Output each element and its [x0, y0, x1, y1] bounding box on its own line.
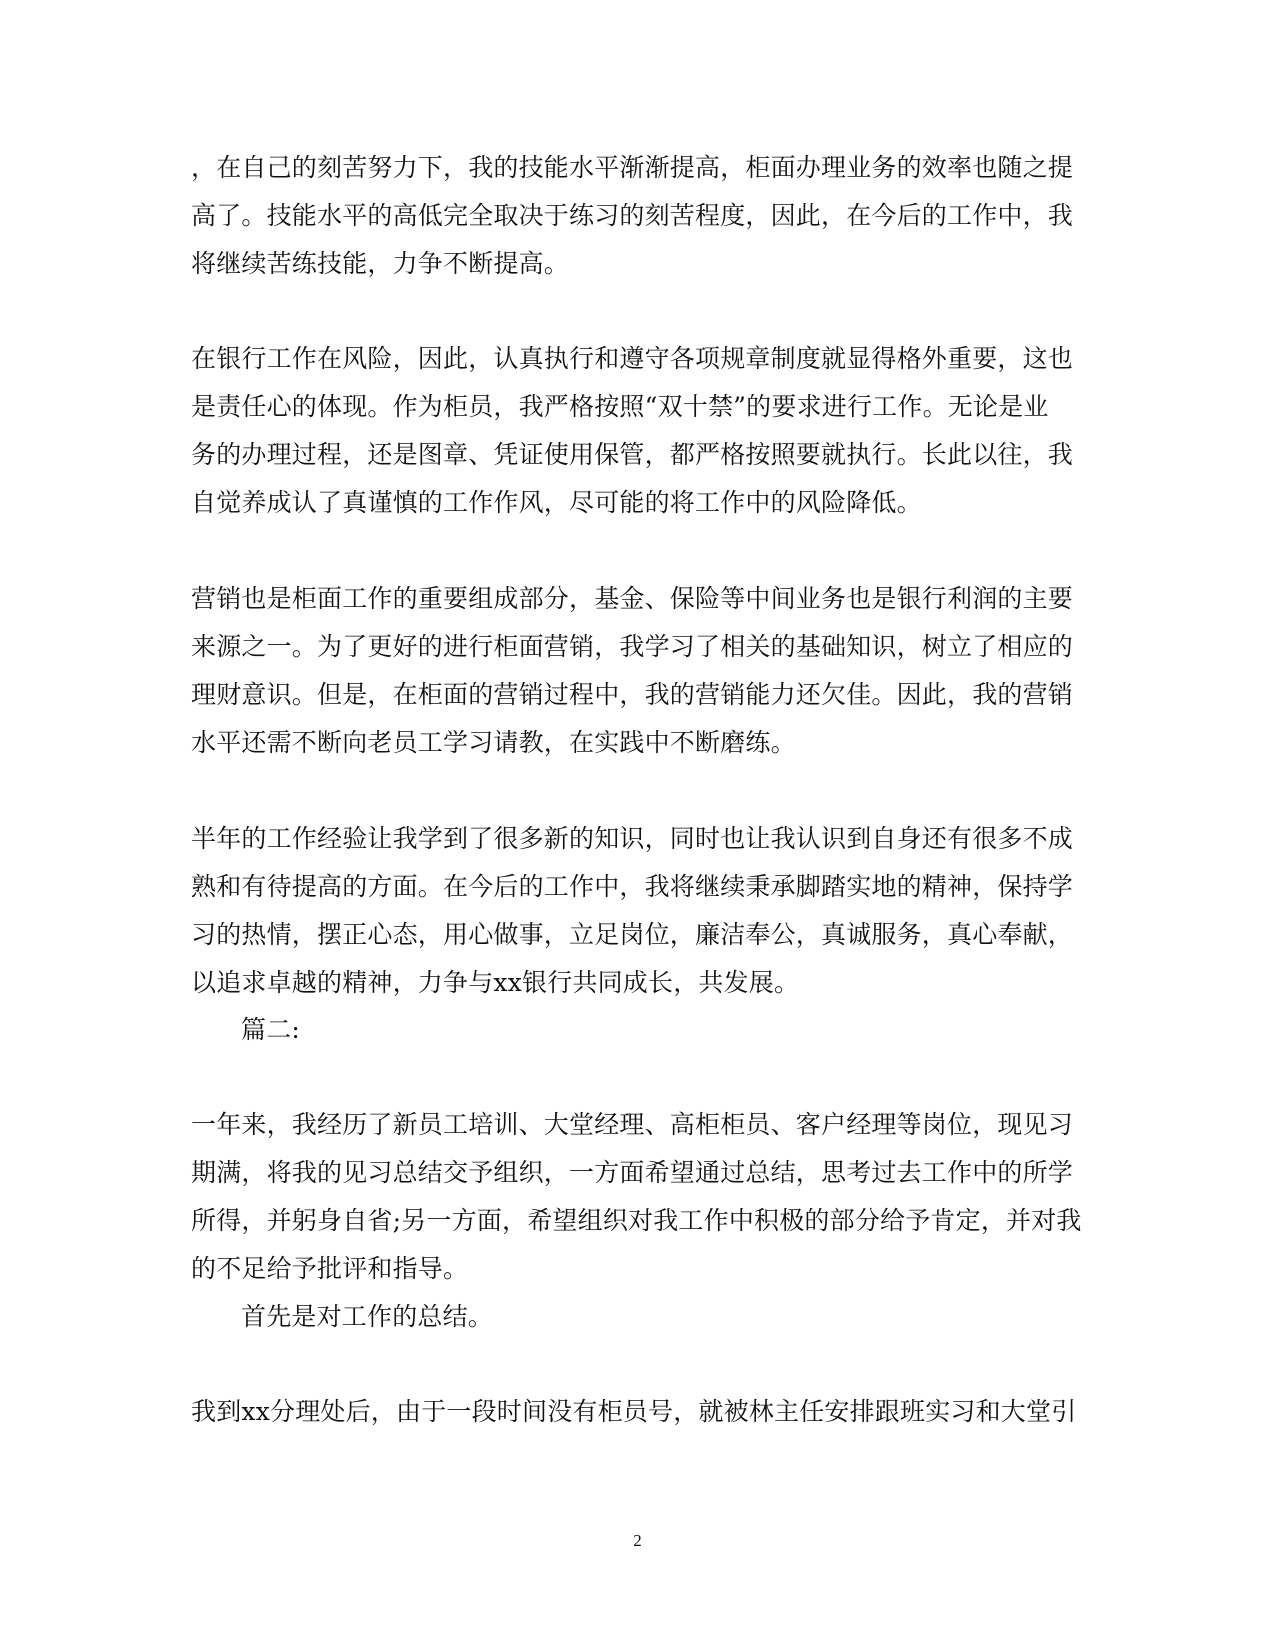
- text-line: 期满，将我的见习总结交予组织，一方面希望通过总结，思考过去工作中的所学: [191, 1158, 1074, 1187]
- text-line: 我到xx分理处后，由于一段时间没有柜员号，就被林主任安排跟班实习和大堂引: [191, 1397, 1077, 1426]
- text-line: 来源之一。为了更好的进行柜面营销，我学习了相关的基础知识，树立了相应的: [191, 632, 1074, 661]
- page-number: 2: [633, 1531, 642, 1550]
- text-line: 在银行工作在风险，因此，认真执行和遵守各项规章制度就显得格外重要，这也: [191, 344, 1074, 373]
- text-line: 营销也是柜面工作的重要组成部分，基金、保险等中间业务也是银行利润的主要: [191, 584, 1074, 613]
- text-line: 将继续苦练技能，力争不断提高。: [191, 249, 570, 278]
- text-line: 以追求卓越的精神，力争与xx银行共同成长，共发展。: [191, 968, 800, 997]
- text-line: 首先是对工作的总结。: [241, 1302, 494, 1331]
- text-line: 理财意识。但是，在柜面的营销过程中，我的营销能力还欠佳。因此，我的营销: [191, 680, 1074, 709]
- text-line: 自觉养成认了真谨慎的工作作风，尽可能的将工作中的风险降低。: [191, 488, 922, 517]
- text-line: 务的办理过程，还是图章、凭证使用保管，都严格按照要就执行。长此以往，我: [191, 440, 1074, 469]
- text-line: ，在自己的刻苦努力下，我的技能水平渐渐提高，柜面办理业务的效率也随之提: [191, 153, 1074, 182]
- text-line: 熟和有待提高的方面。在今后的工作中，我将继续秉承脚踏实地的精神，保持学: [191, 872, 1074, 901]
- text-line: 的不足给予批评和指导。: [191, 1254, 469, 1283]
- text-line: 高了。技能水平的高低完全取决于练习的刻苦程度，因此，在今后的工作中，我: [191, 201, 1074, 230]
- text-line: 水平还需不断向老员工学习请教，在实践中不断磨练。: [191, 728, 796, 757]
- text-line: 半年的工作经验让我学到了很多新的知识，同时也让我认识到自身还有很多不成: [191, 824, 1074, 853]
- text-line: 习的热情，摆正心态，用心做事，立足岗位，廉洁奉公，真诚服务，真心奉献，: [191, 920, 1074, 949]
- text-line: 是责任心的体现。作为柜员，我严格按照“双十禁”的要求进行工作。无论是业: [191, 392, 1049, 421]
- text-line: 所得，并躬身自省;另一方面，希望组织对我工作中积极的部分给予肯定，并对我: [191, 1206, 1082, 1235]
- text-line: 一年来，我经历了新员工培训、大堂经理、高柜柜员、客户经理等岗位，现见习: [191, 1110, 1074, 1139]
- section-heading: 篇二:: [241, 1015, 301, 1044]
